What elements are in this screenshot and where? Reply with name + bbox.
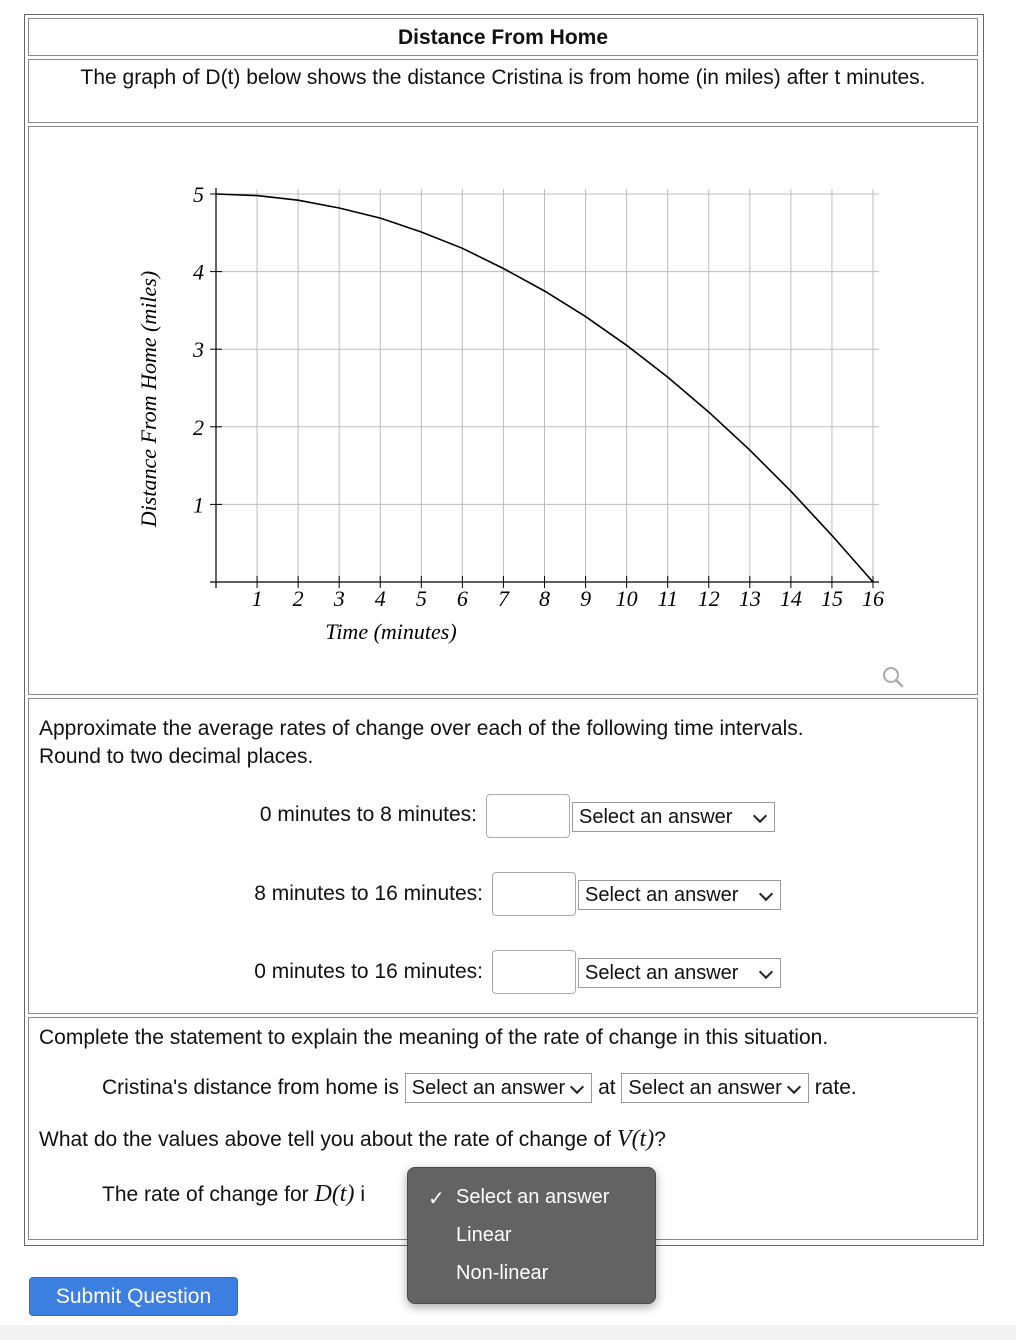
rate-question-text: What do the values above tell you about the rate of change of [39,1128,612,1151]
x-axis-label: Time (minutes) [325,619,457,644]
rate-8-16-input[interactable] [492,872,576,916]
x-tick-label: 8 [539,586,550,611]
page-footer-strip [0,1325,1016,1340]
x-tick-label: 15 [820,586,843,611]
rate-answer-partial: i [360,1183,365,1206]
statement-rate-select[interactable]: Select an answer [621,1073,808,1103]
checkmark-icon: ✓ [428,1188,445,1210]
interval-8-16-label: 8 minutes to 16 minutes: [254,882,483,905]
description-text: The graph of D(t) below shows the distance Cristina is from home (in miles) after t minutes. [80,66,926,89]
dropdown-option-select[interactable]: Select an answer [456,1186,610,1208]
statement-prefix: Cristina's distance from home is [102,1076,399,1099]
y-tick-label: 3 [193,337,204,363]
rate-0-8-unit-select[interactable]: Select an answer [572,802,775,832]
problem-description [28,59,978,123]
instructions [39,715,804,771]
rate-answer-text: The rate of change for [102,1183,309,1206]
chart-grid [216,189,879,582]
statement-middle: at [598,1076,616,1099]
graph-panel [28,126,978,695]
linearity-dropdown-menu [407,1167,656,1304]
rate-8-16-unit-select[interactable]: Select an answer [578,880,781,910]
page-title: Distance From Home [28,18,978,56]
rate-question-var: V(t) [616,1126,655,1152]
instructions-line1: Approximate the average rates of change over each of the following time intervals. [39,717,804,740]
y-tick-label: 4 [193,259,204,285]
x-tick-label: 2 [292,586,304,611]
x-tick-label: 5 [415,586,427,611]
submit-question-button[interactable]: Submit Question [29,1277,238,1316]
interval-0-8-label: 0 minutes to 8 minutes: [259,803,477,826]
x-tick-label: 10 [615,586,638,611]
distance-chart [29,127,977,694]
statement-suffix: rate. [814,1076,857,1099]
x-tick-label: 6 [456,586,468,611]
y-tick-label: 5 [193,182,204,207]
x-tick-label: 13 [738,586,761,611]
rates-panel [28,698,978,1014]
x-tick-label: 7 [497,586,509,611]
x-tick-label: 12 [697,586,720,611]
chart-ticks [192,182,884,611]
x-tick-label: 16 [862,586,884,611]
y-tick-label: 1 [193,492,204,518]
rate-question-mark: ? [654,1128,666,1151]
x-tick-label: 4 [374,586,386,611]
statement-prompt: Complete the statement to explain the meaning of the rate of change in this situation. [39,1026,829,1049]
y-tick-label: 2 [193,414,204,440]
rate-answer-line [102,1181,365,1208]
x-tick-label: 3 [333,586,345,611]
interval-0-16-label: 0 minutes to 16 minutes: [254,960,483,983]
rate-answer-var: D(t) [314,1181,355,1207]
x-tick-label: 1 [251,586,263,611]
rate-0-16-input[interactable] [492,950,576,994]
x-tick-label: 14 [779,586,802,611]
x-tick-label: 9 [580,586,592,611]
magnifier-icon[interactable] [884,668,902,686]
dropdown-option-linear[interactable]: Linear [456,1224,512,1246]
statement-sentence [102,1073,857,1103]
statement-trend-select[interactable]: Select an answer [405,1073,592,1103]
y-axis-label: Distance From Home (miles) [136,270,161,528]
rate-question [39,1126,666,1153]
instructions-line2: Round to two decimal places. [39,745,314,768]
dropdown-option-nonlinear[interactable]: Non-linear [456,1262,549,1284]
rate-0-8-input[interactable] [486,794,570,838]
rate-0-16-unit-select[interactable]: Select an answer [578,958,781,988]
x-tick-label: 11 [657,586,678,611]
